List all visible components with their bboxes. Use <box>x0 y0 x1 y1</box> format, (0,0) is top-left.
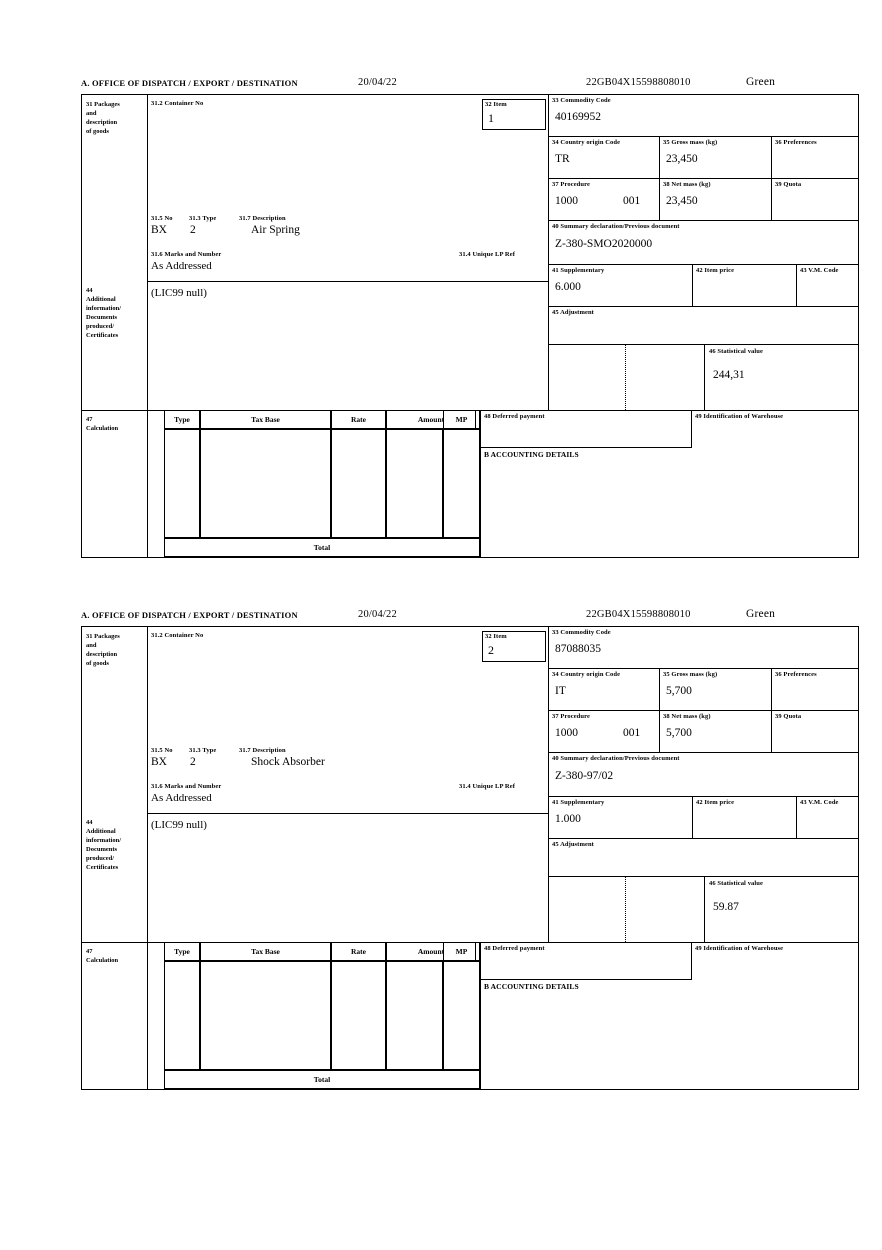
box-40-previous-document-2 <box>548 753 858 797</box>
calc-col-type-2: Type <box>164 942 200 961</box>
box-43-vm-code-2 <box>797 797 858 839</box>
country-origin-label: 34 Country origin Code <box>552 139 621 146</box>
calc-body-type-2 <box>164 961 200 1070</box>
box-34-country-origin-2 <box>548 669 660 711</box>
box-33-commodity-code <box>548 95 858 137</box>
description-label: 31.7 Description <box>239 215 286 222</box>
lane-status: Green <box>746 76 776 88</box>
calc-col-type: Type <box>164 410 200 429</box>
box-41-supplementary-2 <box>548 797 693 839</box>
left-label-column-2 <box>82 627 148 1089</box>
vm-code-label: 43 V.M. Code <box>800 267 839 274</box>
statistical-value-amount: 244,31 <box>713 369 745 381</box>
marks-and-number-label: 31.6 Marks and Number <box>151 251 222 258</box>
calc-col-taxbase: Tax Base <box>200 410 331 429</box>
calc-body-rate-2 <box>331 961 386 1070</box>
procedure-label-2: 37 Procedure <box>552 713 590 720</box>
gross-mass-value-2: 5,700 <box>666 685 692 697</box>
box-48-deferred-payment <box>480 410 691 448</box>
previous-document-value: Z-380-SMO2020000 <box>555 238 653 250</box>
office-of-dispatch-label: A. OFFICE OF DISPATCH / EXPORT / DESTINATION <box>81 78 298 88</box>
marks-and-number-label-2: 31.6 Marks and Number <box>151 783 222 790</box>
calculation-area <box>147 410 858 557</box>
accounting-details-area <box>480 448 858 557</box>
country-origin-value-2: IT <box>555 685 566 697</box>
box-49-warehouse-2 <box>691 942 858 980</box>
commodity-code-label: 33 Commodity Code <box>552 97 611 104</box>
box-33-commodity-code-2 <box>548 627 858 669</box>
goods-description-value-2: Shock Absorber <box>251 756 325 768</box>
box-47-label-2: 47 Calculation <box>86 948 119 964</box>
box-42-item-price <box>693 265 797 307</box>
declaration-frame <box>81 94 859 558</box>
warehouse-label: 49 Identification of Warehouse <box>695 413 784 420</box>
net-mass-value: 23,450 <box>666 195 698 207</box>
box-39-quota <box>772 179 858 221</box>
gross-mass-label-2: 35 Gross mass (kg) <box>663 671 718 678</box>
item-label-2: 32 Item <box>485 633 507 640</box>
item-price-label: 42 Item price <box>696 267 735 274</box>
procedure-label: 37 Procedure <box>552 181 590 188</box>
box-44-label-2: 44 Additional information/ Documents produced/ Certificates <box>86 819 122 871</box>
accounting-details-label: B ACCOUNTING DETAILS <box>484 450 579 459</box>
statistical-value-label-2: 46 Statistical value <box>709 880 763 887</box>
box-42-item-price-2 <box>693 797 797 839</box>
supplementary-label-2: 41 Supplementary <box>552 799 605 806</box>
calc-col-rate: Rate <box>331 410 386 429</box>
box-38-net-mass-2 <box>660 711 772 753</box>
item-label: 32 Item <box>485 101 507 108</box>
previous-document-value-2: Z-380-97/02 <box>555 770 614 782</box>
box-44-area-2 <box>147 813 548 942</box>
calc-col-rate-2: Rate <box>331 942 386 961</box>
supplementary-value-2: 1.000 <box>555 813 581 825</box>
box-49-warehouse <box>691 410 858 448</box>
office-of-dispatch-label-2: A. OFFICE OF DISPATCH / EXPORT / DESTINATION <box>81 610 298 620</box>
calc-body-type <box>164 429 200 538</box>
box-46-statistical-value <box>548 345 858 410</box>
procedure-value-2-2: 001 <box>623 727 641 739</box>
box-46-statistical-value-2 <box>548 877 858 942</box>
declaration-sheet-2 <box>81 610 861 1090</box>
declaration-sheet-1 <box>81 78 861 558</box>
package-type-value: 2 <box>190 224 196 236</box>
gross-mass-label: 35 Gross mass (kg) <box>663 139 718 146</box>
box-41-supplementary <box>548 265 693 307</box>
supplementary-label: 41 Supplementary <box>552 267 605 274</box>
box-43-vm-code <box>797 265 858 307</box>
declaration-date: 20/04/22 <box>358 77 397 88</box>
box-40-previous-document <box>548 221 858 265</box>
calc-total-label: Total <box>164 538 480 557</box>
additional-information-value-2: (LIC99 null) <box>151 819 207 831</box>
item-price-label-2: 42 Item price <box>696 799 735 806</box>
procedure-value-2: 001 <box>623 195 641 207</box>
box-48-deferred-payment-2 <box>480 942 691 980</box>
marks-and-number-value-2: As Addressed <box>151 792 212 804</box>
adjustment-label: 45 Adjustment <box>552 309 594 316</box>
package-no-label: 31.5 No <box>151 215 173 222</box>
declaration-date-2: 20/04/22 <box>358 609 397 620</box>
box-31-label: 31 Packages and description of goods <box>86 101 120 135</box>
deferred-payment-label: 48 Deferred payment <box>484 413 545 420</box>
preferences-label-2: 36 Preferences <box>775 671 817 678</box>
box-32-item <box>482 99 546 130</box>
gross-mass-value: 23,450 <box>666 153 698 165</box>
country-origin-label-2: 34 Country origin Code <box>552 671 621 678</box>
previous-document-label: 40 Summary declaration/Previous document <box>552 223 680 230</box>
container-no-label-2: 31.2 Container No <box>151 632 204 639</box>
box-31-label-2: 31 Packages and description of goods <box>86 633 120 667</box>
box-47-label: 47 Calculation <box>86 416 119 432</box>
box-36-preferences <box>772 137 858 179</box>
calc-body-amount-2 <box>386 961 443 1070</box>
sheet-header-2 <box>81 610 861 626</box>
box-39-quota-2 <box>772 711 858 753</box>
box-34-country-origin <box>548 137 660 179</box>
calc-col-amount-2: Amount <box>386 942 476 961</box>
lane-status-2: Green <box>746 608 776 620</box>
supplementary-value: 6.000 <box>555 281 581 293</box>
box-38-net-mass <box>660 179 772 221</box>
dotted-divider-2 <box>625 877 626 942</box>
calc-body-rate <box>331 429 386 538</box>
net-mass-label: 38 Net mass (kg) <box>663 181 711 188</box>
box-35-gross-mass-2 <box>660 669 772 711</box>
quota-label: 39 Quota <box>775 181 802 188</box>
calc-col-mp: MP <box>443 410 480 429</box>
calc-body-taxbase <box>200 429 331 538</box>
commodity-code-value: 40169952 <box>555 111 601 123</box>
accounting-details-area-2 <box>480 980 858 1089</box>
calc-col-mp-2: MP <box>443 942 480 961</box>
net-mass-label-2: 38 Net mass (kg) <box>663 713 711 720</box>
box-32-item-2 <box>482 631 546 662</box>
package-type-label-2: 31.3 Type <box>189 747 217 754</box>
calc-body-amount <box>386 429 443 538</box>
mrn-number-2: 22GB04X15598808010 <box>586 609 691 620</box>
description-label-2: 31.7 Description <box>239 747 286 754</box>
box-37-procedure <box>548 179 660 221</box>
calc-body-mp-2 <box>443 961 480 1070</box>
additional-information-value: (LIC99 null) <box>151 287 207 299</box>
box-37-procedure-2 <box>548 711 660 753</box>
deferred-payment-label-2: 48 Deferred payment <box>484 945 545 952</box>
goods-description-value: Air Spring <box>251 224 300 236</box>
calc-col-taxbase-2: Tax Base <box>200 942 331 961</box>
warehouse-label-2: 49 Identification of Warehouse <box>695 945 784 952</box>
statistical-value-label: 46 Statistical value <box>709 348 763 355</box>
item-number-value-2: 2 <box>488 643 494 657</box>
marks-and-number-value: As Addressed <box>151 260 212 272</box>
procedure-value-1-2: 1000 <box>555 727 578 739</box>
vm-code-label-2: 43 V.M. Code <box>800 799 839 806</box>
calculation-area-2 <box>147 942 858 1089</box>
calc-col-amount: Amount <box>386 410 476 429</box>
quota-label-2: 39 Quota <box>775 713 802 720</box>
procedure-value-1: 1000 <box>555 195 578 207</box>
package-no-value: BX <box>151 224 167 236</box>
item-number-value: 1 <box>488 111 494 125</box>
box-44-label: 44 Additional information/ Documents produced/ Certificates <box>86 287 122 339</box>
calc-total-label-2: Total <box>164 1070 480 1089</box>
commodity-code-label-2: 33 Commodity Code <box>552 629 611 636</box>
package-no-value-2: BX <box>151 756 167 768</box>
declaration-frame-2 <box>81 626 859 1090</box>
dotted-divider <box>625 345 626 410</box>
statistical-value-cell <box>704 345 859 410</box>
commodity-code-value-2: 87088035 <box>555 643 601 655</box>
box-45-adjustment-2 <box>548 839 858 877</box>
mrn-number: 22GB04X15598808010 <box>586 77 691 88</box>
calc-body-mp <box>443 429 480 538</box>
container-no-label: 31.2 Container No <box>151 100 204 107</box>
box-36-preferences-2 <box>772 669 858 711</box>
statistical-value-amount-2: 59.87 <box>713 901 739 913</box>
sheet-header <box>81 78 861 94</box>
previous-document-label-2: 40 Summary declaration/Previous document <box>552 755 680 762</box>
unique-lp-ref-label-2: 31.4 Unique LP Ref <box>459 783 515 790</box>
box-35-gross-mass <box>660 137 772 179</box>
adjustment-label-2: 45 Adjustment <box>552 841 594 848</box>
box-44-area <box>147 281 548 410</box>
package-no-label-2: 31.5 No <box>151 747 173 754</box>
accounting-details-label-2: B ACCOUNTING DETAILS <box>484 982 579 991</box>
statistical-value-cell-2 <box>704 877 859 942</box>
left-label-column <box>82 95 148 557</box>
box-45-adjustment <box>548 307 858 345</box>
unique-lp-ref-label: 31.4 Unique LP Ref <box>459 251 515 258</box>
calc-body-taxbase-2 <box>200 961 331 1070</box>
package-type-label: 31.3 Type <box>189 215 217 222</box>
package-type-value-2: 2 <box>190 756 196 768</box>
preferences-label: 36 Preferences <box>775 139 817 146</box>
net-mass-value-2: 5,700 <box>666 727 692 739</box>
country-origin-value: TR <box>555 153 570 165</box>
